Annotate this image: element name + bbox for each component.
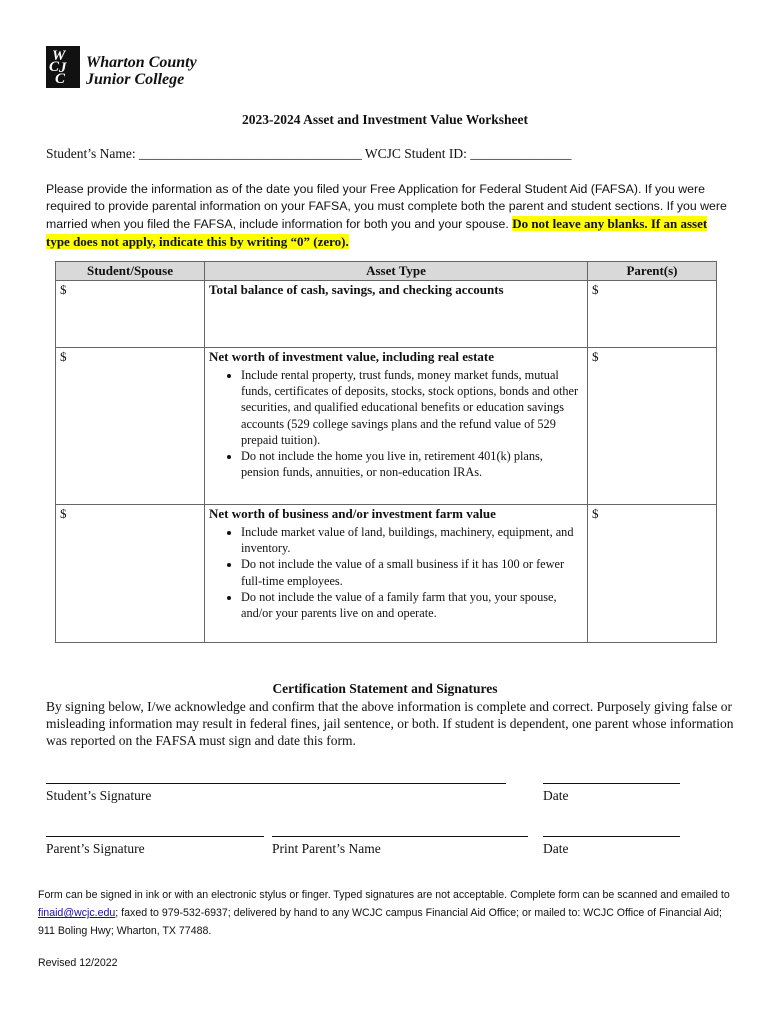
student-name-field[interactable]: _____________________________: [139, 146, 335, 161]
asset-type-cell: [205, 281, 588, 348]
student-date-label: Date: [543, 788, 569, 803]
footer-text-after-email: ; faxed to 979-532-6937; delivered by hand to any WCJC campus Financial Aid Office; or mailed to: WCJC Office of Financial Aid; 911 Boling Hwy; Wharton, TX 77488.: [38, 907, 722, 937]
table-row: [56, 348, 717, 505]
student-name-label: Student’s Name:: [46, 146, 136, 161]
student-cash-field[interactable]: [56, 281, 205, 348]
asset-type-title: Net worth of investment value, including real estate: [209, 349, 495, 364]
logo-letter-c1: C: [49, 59, 60, 75]
currency-symbol: $: [592, 506, 599, 521]
logo-line-1: Wharton County: [86, 54, 197, 71]
student-signature-label: Student’s Signature: [46, 788, 152, 803]
asset-type-bullets: [209, 367, 583, 480]
instructions-highlight: Do not leave any blanks. If an asset type does not apply, indicate this by writing “0” (zero).: [46, 216, 708, 249]
student-id-field[interactable]: _______________: [470, 146, 572, 161]
student-id-label: WCJC Student ID:: [364, 146, 467, 161]
bullet-item: • Do not include the home you live in, retirement 401(k) plans, pension funds, annuities, or non-education IRAs.: [241, 448, 583, 480]
parent-date-label: Date: [543, 841, 569, 856]
student-date-line[interactable]: [543, 783, 680, 784]
revision-date: Revised 12/2022: [38, 957, 118, 969]
bullet-item: • Do not include the value of a family farm that you, your spouse, and/or your parents live on and operate.: [241, 589, 583, 621]
currency-symbol: $: [592, 349, 599, 364]
footer-text-before-email: Form can be signed in ink or with an electronic stylus or finger. Typed signatures are not acceptable. Complete form can be scanned and emailed to: [38, 889, 730, 901]
asset-type-cell: [205, 348, 588, 505]
header-student-spouse: Student/Spouse: [56, 262, 205, 281]
print-parent-name-label: Print Parent’s Name: [272, 841, 381, 856]
currency-symbol: $: [60, 506, 67, 521]
bullet-item: • Include rental property, trust funds, money market funds, mutual funds, certificates of deposits, stocks, stock options, bonds and other securities, and qualified educational benefits or education savings accounts (529 college savings plans and the refund value of 529 prepaid tuition).: [241, 367, 583, 448]
student-signature-line[interactable]: [46, 783, 506, 784]
parent-business-field[interactable]: [588, 505, 717, 643]
student-name-field-tail: ____: [334, 146, 362, 161]
currency-symbol: $: [592, 282, 599, 297]
asset-type-cell: [205, 505, 588, 643]
instructions-text: Please provide the information as of the date you filed your Free Application for Federal Student Aid (FAFSA). If you were required to provide parental information on your FAFSA, you must complete both the parent and student sections. If you were married when you filed the FAFSA, include information for both you and your spouse.: [46, 182, 727, 231]
parent-signature-label: Parent’s Signature: [46, 841, 145, 856]
logo-letter-w: W: [52, 48, 66, 64]
table-row: [56, 281, 717, 348]
table-row: [56, 505, 717, 643]
college-logo: [46, 46, 286, 96]
asset-table: [55, 261, 717, 643]
parent-date-line[interactable]: [543, 836, 680, 837]
page-title: 2023-2024 Asset and Investment Value Worksheet: [242, 112, 528, 127]
asset-type-title: Total balance of cash, savings, and checking accounts: [209, 282, 504, 297]
instructions-paragraph: [46, 181, 730, 251]
logo-letter-j: J: [59, 60, 67, 76]
logo-line-2: Junior College: [86, 71, 185, 88]
bullet-item: • Include market value of land, buildings, machinery, equipment, and inventory.: [241, 524, 583, 556]
print-parent-name-line[interactable]: [272, 836, 528, 837]
certification-body: By signing below, I/we acknowledge and confirm that the above information is complete and correct. Purposely giving false or misleading information may result in federal fines, jail sentence, or both. If student is dependent, one parent whose information was reported on the FAFSA must sign and date this form.: [46, 699, 734, 748]
parent-investment-field[interactable]: [588, 348, 717, 505]
header-parents: Parent(s): [588, 262, 717, 281]
submission-instructions: [38, 886, 738, 940]
student-id-line: [46, 146, 572, 162]
asset-type-title: Net worth of business and/or investment farm value: [209, 506, 496, 521]
currency-symbol: $: [60, 349, 67, 364]
wcjc-logo-mark: [46, 46, 80, 88]
student-business-field[interactable]: [56, 505, 205, 643]
bullet-item: • Do not include the value of a small business if it has 100 or fewer full-time employees.: [241, 556, 583, 588]
logo-letter-c2: C: [55, 71, 66, 87]
header-asset-type: Asset Type: [205, 262, 588, 281]
logo-text: [86, 54, 197, 88]
parent-cash-field[interactable]: [588, 281, 717, 348]
currency-symbol: $: [60, 282, 67, 297]
asset-table-header: [56, 262, 717, 281]
certification-title: Certification Statement and Signatures: [272, 681, 498, 696]
parent-signature-line[interactable]: [46, 836, 264, 837]
asset-type-bullets: [209, 524, 583, 621]
email-link[interactable]: finaid@wcjc.edu: [38, 907, 116, 919]
student-investment-field[interactable]: [56, 348, 205, 505]
